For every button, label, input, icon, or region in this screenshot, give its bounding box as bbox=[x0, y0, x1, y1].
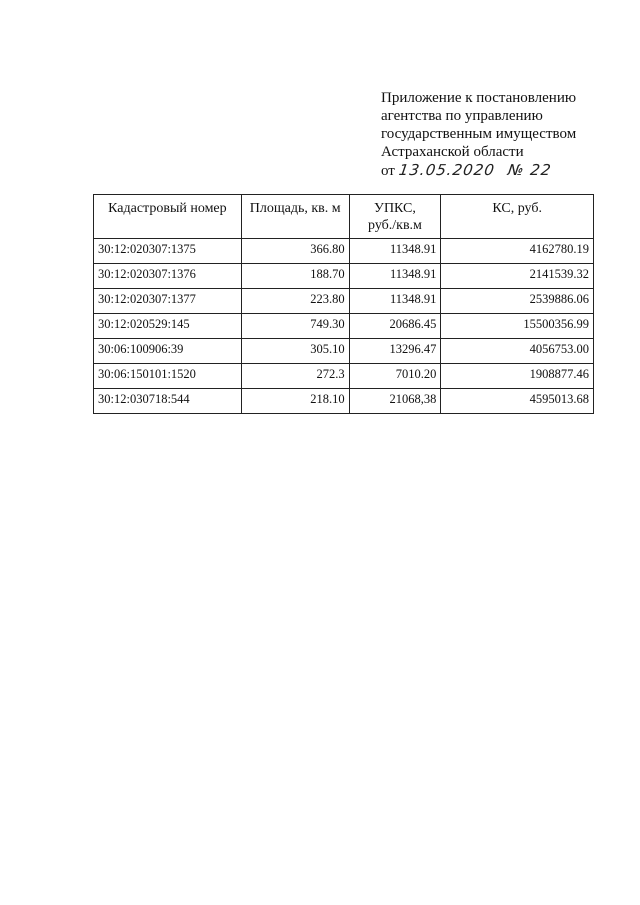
cell-area: 272.3 bbox=[241, 364, 349, 389]
cell-cadastral-number: 30:06:100906:39 bbox=[94, 339, 242, 364]
cell-ks: 2141539.32 bbox=[441, 264, 594, 289]
cell-upks: 11348.91 bbox=[349, 264, 441, 289]
table-row bbox=[94, 364, 594, 389]
cell-area: 188.70 bbox=[241, 264, 349, 289]
cell-upks: 11348.91 bbox=[349, 239, 441, 264]
cell-cadastral-number: 30:06:150101:1520 bbox=[94, 364, 242, 389]
table-row bbox=[94, 314, 594, 339]
document-header bbox=[381, 89, 631, 180]
cell-area: 366.80 bbox=[241, 239, 349, 264]
header-upks: УПКС, руб./кв.м bbox=[349, 195, 441, 239]
cell-cadastral-number: 30:12:030718:544 bbox=[94, 389, 242, 414]
table-row bbox=[94, 239, 594, 264]
header-line-3: государственным имуществом bbox=[381, 126, 577, 142]
cell-upks: 11348.91 bbox=[349, 289, 441, 314]
cadastral-value-table bbox=[93, 194, 594, 414]
cell-cadastral-number: 30:12:020307:1376 bbox=[94, 264, 242, 289]
cell-cadastral-number: 30:12:020307:1375 bbox=[94, 239, 242, 264]
header-ks: КС, руб. bbox=[441, 195, 594, 239]
cell-upks: 13296.47 bbox=[349, 339, 441, 364]
table-row bbox=[94, 264, 594, 289]
header-line-4: Астраханской области bbox=[381, 144, 524, 160]
handwritten-number: № 22 bbox=[506, 161, 553, 179]
handwritten-date: 13.05.2020 bbox=[397, 161, 496, 179]
cell-upks: 21068,38 bbox=[349, 389, 441, 414]
cell-cadastral-number: 30:12:020307:1377 bbox=[94, 289, 242, 314]
cell-ks: 4056753.00 bbox=[441, 339, 594, 364]
cell-area: 305.10 bbox=[241, 339, 349, 364]
table-header-row bbox=[94, 195, 594, 239]
header-cadastral-number: Кадастровый номер bbox=[94, 195, 242, 239]
table-row bbox=[94, 339, 594, 364]
cell-area: 223.80 bbox=[241, 289, 349, 314]
cell-upks: 7010.20 bbox=[349, 364, 441, 389]
cell-ks: 1908877.46 bbox=[441, 364, 594, 389]
header-area: Площадь, кв. м bbox=[241, 195, 349, 239]
cell-upks: 20686.45 bbox=[349, 314, 441, 339]
cell-ks: 2539886.06 bbox=[441, 289, 594, 314]
cell-cadastral-number: 30:12:020529:145 bbox=[94, 314, 242, 339]
cell-ks: 15500356.99 bbox=[441, 314, 594, 339]
table-row bbox=[94, 289, 594, 314]
cell-area: 218.10 bbox=[241, 389, 349, 414]
header-line-1: Приложение к постановлению bbox=[381, 90, 577, 106]
header-line-2: агентства по управлению bbox=[381, 108, 543, 124]
cell-area: 749.30 bbox=[241, 314, 349, 339]
date-prefix: от bbox=[381, 163, 395, 179]
cell-ks: 4162780.19 bbox=[441, 239, 594, 264]
cell-ks: 4595013.68 bbox=[441, 389, 594, 414]
date-line bbox=[381, 161, 631, 180]
table-row bbox=[94, 389, 594, 414]
